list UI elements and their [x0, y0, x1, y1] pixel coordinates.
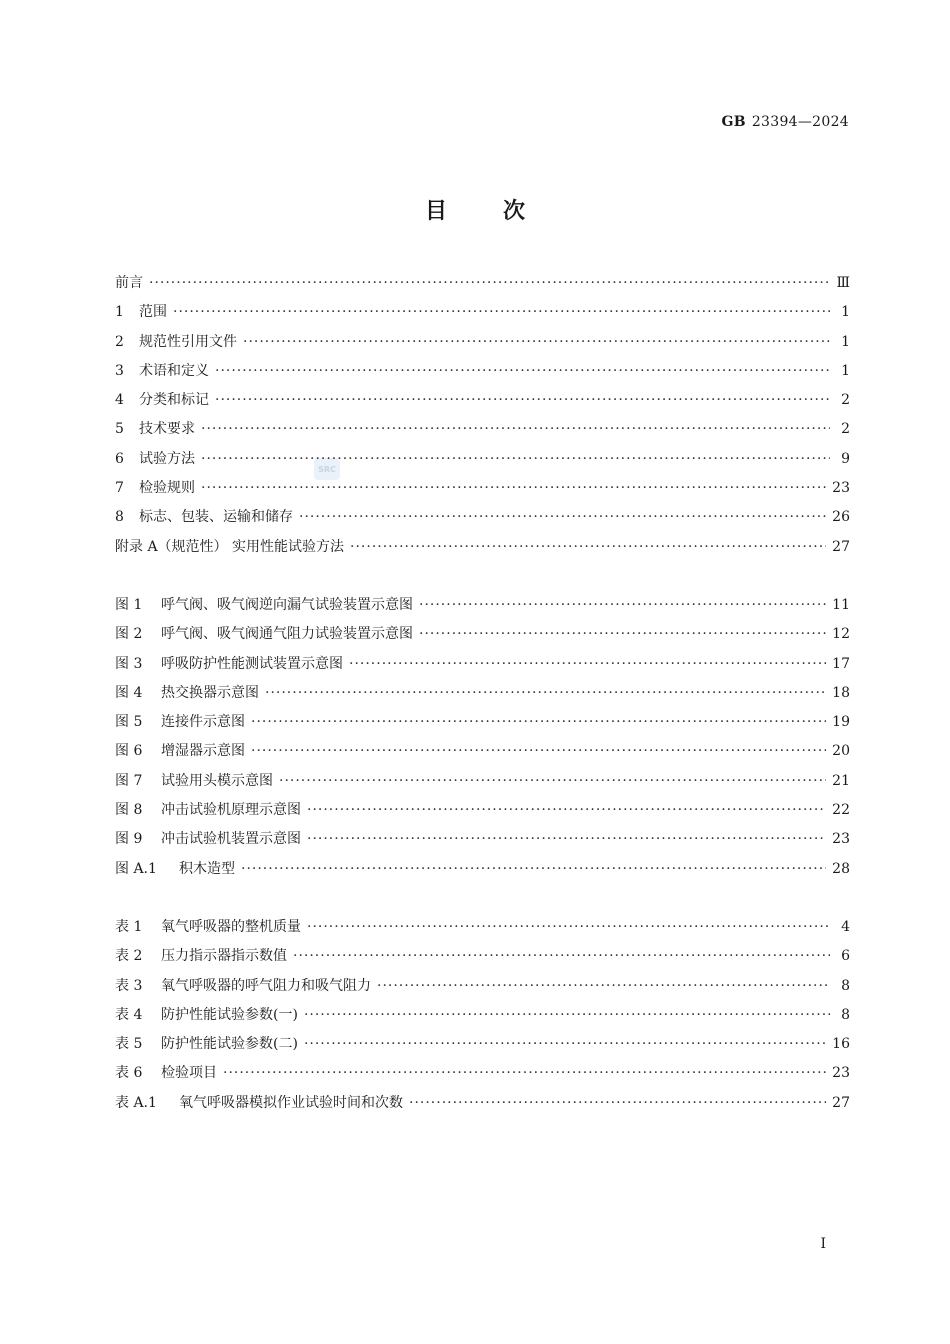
section-label: 术语和定义: [139, 362, 209, 379]
section-number: 7: [115, 480, 124, 497]
figure-entry[interactable]: [115, 650, 850, 679]
table-page: 23: [832, 1065, 850, 1082]
toc-figures: [115, 591, 850, 884]
standard-prefix: GB: [721, 114, 746, 130]
figure-label: 试验用头模示意图: [161, 772, 273, 789]
section-page: 26: [832, 509, 850, 526]
table-label: 检验项目: [161, 1065, 217, 1082]
leader-dots: [241, 855, 826, 884]
toc-sections: [115, 269, 850, 562]
section-label: 试验方法: [139, 450, 195, 467]
figure-entry[interactable]: [115, 825, 850, 854]
section-number: 8: [115, 509, 124, 526]
section-label: 范围: [139, 304, 167, 321]
leader-dots: [149, 269, 830, 298]
section-label: 分类和标记: [139, 392, 209, 409]
section-label: 检验规则: [139, 480, 195, 497]
figure-label: 连接件示意图: [161, 714, 245, 731]
section-entry[interactable]: [115, 298, 850, 327]
leader-dots: [265, 679, 826, 708]
figure-number: 图 1: [115, 597, 143, 613]
table-page: 8: [841, 1006, 850, 1023]
leader-dots: [279, 767, 826, 796]
table-label: 防护性能试验参数(二): [161, 1036, 298, 1053]
leader-dots: [215, 386, 830, 415]
figure-number: 图 6: [115, 743, 143, 760]
section-entry[interactable]: [115, 533, 850, 562]
leader-dots: [377, 972, 830, 1001]
figure-label: 增湿器示意图: [161, 743, 245, 760]
section-page: 1: [841, 304, 850, 321]
watermark-logo: SRC: [314, 458, 340, 480]
leader-dots: [349, 650, 826, 679]
section-page: 1: [841, 333, 850, 350]
leader-dots: [409, 1089, 826, 1118]
figure-page: 18: [832, 684, 850, 701]
section-entry[interactable]: [115, 474, 850, 503]
leader-dots: [304, 1001, 830, 1030]
table-page: 27: [832, 1094, 850, 1111]
leader-dots: [201, 445, 830, 474]
table-page: 8: [841, 977, 850, 994]
leader-dots: [307, 825, 826, 854]
section-number: 2: [115, 333, 124, 350]
leader-dots: [419, 591, 826, 620]
figure-number: 图 7: [115, 772, 143, 789]
section-number: 4: [115, 392, 124, 409]
figure-label: 冲击试验机原理示意图: [161, 802, 301, 819]
figure-number: 图 2: [115, 626, 143, 643]
figure-number: 图 9: [115, 831, 143, 848]
figure-page: 17: [832, 655, 850, 672]
section-entry[interactable]: [115, 357, 850, 386]
section-entry[interactable]: [115, 328, 850, 357]
table-entry[interactable]: [115, 1059, 850, 1088]
table-number: 表 5: [115, 1036, 143, 1053]
leader-dots: [173, 298, 830, 327]
table-number: 表 6: [115, 1065, 143, 1082]
section-label: 规范性引用文件: [139, 333, 237, 350]
leader-dots: [350, 533, 826, 562]
section-page: 2: [841, 421, 850, 438]
figure-entry[interactable]: [115, 708, 850, 737]
section-label: 技术要求: [139, 421, 195, 438]
figure-entry[interactable]: [115, 796, 850, 825]
section-page: 27: [832, 538, 850, 555]
figure-page: 20: [832, 743, 850, 760]
figure-entry[interactable]: [115, 855, 850, 884]
section-label: 附录 A（规范性） 实用性能试验方法: [115, 538, 345, 555]
figure-number: 图 4: [115, 684, 143, 701]
table-label: 氧气呼吸器模拟作业试验时间和次数: [179, 1094, 403, 1111]
leader-dots: [223, 1059, 826, 1088]
figure-entry[interactable]: [115, 620, 850, 649]
leader-dots: [307, 913, 830, 942]
table-page: 16: [832, 1036, 850, 1053]
figure-label: 呼气阀、吸气阀逆向漏气试验装置示意图: [161, 597, 413, 613]
section-page: 1: [841, 362, 850, 379]
figure-label: 呼气阀、吸气阀通气阻力试验装置示意图: [161, 626, 413, 643]
standard-number: [721, 114, 849, 130]
figure-page: 28: [832, 860, 850, 877]
figure-page: 21: [832, 772, 850, 789]
figure-page: 11: [832, 597, 850, 613]
section-number: 5: [115, 421, 124, 438]
section-entry[interactable]: [115, 269, 850, 298]
section-entry[interactable]: [115, 386, 850, 415]
leader-dots: [293, 942, 830, 971]
table-number: 表 3: [115, 977, 143, 994]
section-number: 3: [115, 362, 124, 379]
table-number: 表 2: [115, 948, 143, 965]
figure-number: 图 3: [115, 655, 143, 672]
page-title: 目次: [424, 199, 581, 224]
figure-page: 12: [832, 626, 850, 643]
table-entry[interactable]: [115, 1030, 850, 1059]
figure-page: 22: [832, 802, 850, 819]
table-entry[interactable]: [115, 1001, 850, 1030]
figure-page: 19: [832, 714, 850, 731]
table-number: 表 A.1: [115, 1094, 157, 1111]
figure-entry[interactable]: [115, 737, 850, 766]
table-label: 防护性能试验参数(一): [161, 1006, 298, 1023]
section-page: 23: [832, 480, 850, 497]
table-number: 表 4: [115, 1006, 143, 1023]
section-number: 1: [115, 304, 124, 321]
table-number: 表 1: [115, 919, 143, 935]
toc-tables: [115, 913, 850, 1118]
section-page: Ⅲ: [836, 275, 850, 291]
leader-dots: [201, 415, 830, 444]
leader-dots: [201, 474, 826, 503]
leader-dots: [251, 737, 826, 766]
figure-entry[interactable]: [115, 679, 850, 708]
standard-code: 23394—2024: [751, 114, 849, 130]
leader-dots: [304, 1030, 826, 1059]
section-number: 6: [115, 450, 124, 467]
figure-label: 冲击试验机装置示意图: [161, 831, 301, 848]
table-label: 压力指示器指示数值: [161, 948, 287, 965]
table-entry[interactable]: [115, 972, 850, 1001]
leader-dots: [299, 503, 826, 532]
table-entry[interactable]: [115, 1089, 850, 1118]
figure-page: 23: [832, 831, 850, 848]
leader-dots: [243, 328, 830, 357]
figure-entry[interactable]: [115, 591, 850, 620]
figure-number: 图 A.1: [115, 860, 157, 877]
figure-label: 积木造型: [179, 860, 235, 877]
table-page: 4: [841, 919, 850, 935]
section-label: 前言: [115, 275, 143, 291]
section-label: 标志、包装、运输和储存: [139, 509, 293, 526]
section-page: 9: [841, 450, 850, 467]
leader-dots: [215, 357, 830, 386]
figure-number: 图 8: [115, 802, 143, 819]
table-label: 氧气呼吸器的整机质量: [161, 919, 301, 935]
table-label: 氧气呼吸器的呼气阻力和吸气阻力: [161, 977, 371, 994]
figure-number: 图 5: [115, 714, 143, 731]
section-entry[interactable]: [115, 415, 850, 444]
leader-dots: [307, 796, 826, 825]
figure-label: 热交换器示意图: [161, 684, 259, 701]
table-page: 6: [841, 948, 850, 965]
section-page: 2: [841, 392, 850, 409]
table-entry[interactable]: [115, 913, 850, 942]
leader-dots: [419, 620, 826, 649]
table-entry[interactable]: [115, 942, 850, 971]
page-number: I: [820, 1236, 826, 1252]
figure-label: 呼吸防护性能测试装置示意图: [161, 655, 343, 672]
leader-dots: [251, 708, 826, 737]
figure-entry[interactable]: [115, 767, 850, 796]
section-entry[interactable]: [115, 445, 850, 474]
section-entry[interactable]: [115, 503, 850, 532]
